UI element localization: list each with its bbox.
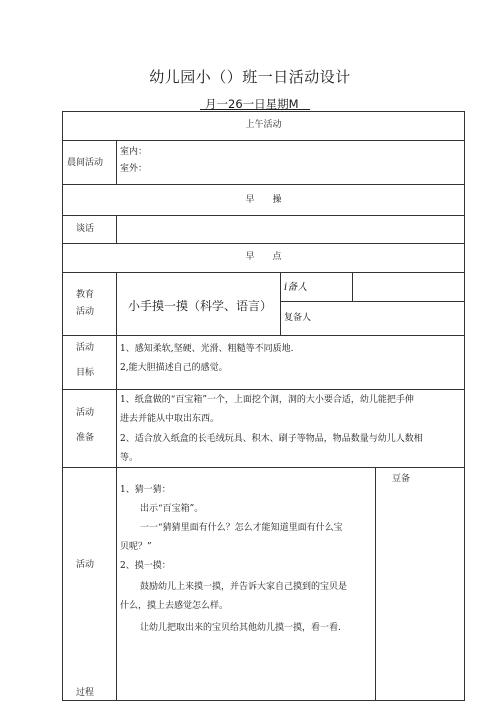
prep-label-1: 活动 [76, 408, 95, 418]
rule [280, 301, 465, 302]
prep-line: 2、适合放入纸盒的长毛绒玩具、积木、刷子等物品，物品数量与幼儿人数相 [120, 434, 423, 444]
process-line: 出示“百宝箱”。 [140, 504, 204, 514]
side-note: 豆备 [392, 474, 411, 484]
rule [116, 215, 117, 243]
rule [62, 184, 465, 185]
preparer-label: i备人 [284, 282, 308, 293]
rule [280, 272, 281, 335]
rule [62, 467, 465, 468]
rule [62, 272, 465, 273]
process-line: 1、猜一猜： [120, 485, 171, 495]
prep-line: 进去并能从中取出东西。 [120, 414, 220, 424]
prep-line: 等。 [120, 453, 139, 463]
activity-title: 小手摸一摸（科学、语言） [128, 299, 273, 313]
zaocao-label: 早 操 [245, 195, 282, 205]
rule [62, 335, 465, 336]
rule [62, 243, 465, 244]
date-underline [200, 109, 310, 110]
goals-label-2: 目标 [76, 368, 95, 378]
rule [62, 700, 465, 701]
page-title: 幼儿园小（）班一日活动设计 [149, 68, 351, 86]
outdoor-label: 室外： [120, 164, 148, 174]
education-label-2: 活动 [76, 307, 95, 317]
process-line: 2、摸一摸： [120, 561, 171, 571]
process-line: 什么，摸上去感觉怎么样。 [120, 601, 229, 611]
process-line: 让幼儿把取出来的宝贝给其他幼儿摸一摸，看一看. [140, 623, 341, 633]
rule [62, 389, 465, 390]
reviewer-label: 复备人 [284, 313, 312, 323]
chenjian-label: 晨间活动 [67, 158, 104, 168]
zaodian-label: 早 点 [245, 252, 282, 262]
education-label-1: 教育 [76, 290, 95, 300]
goal-item: 1、感知柔软,坚硬、光滑、粗糙等不同质地. [120, 344, 294, 354]
goal-item: 2,能大胆描述自己的感觉。 [120, 363, 228, 373]
process-line: 贝呢？” [120, 542, 152, 552]
date-line: 月一26一日星期M [205, 97, 299, 111]
process-line: 一一“猜猜里面有什么？怎么才能知道里面有什么宝 [140, 523, 343, 533]
process-label-2: 过程 [76, 688, 95, 698]
rule [62, 111, 465, 112]
indoor-label: 室内： [120, 147, 148, 157]
rule [62, 140, 465, 141]
rule [116, 272, 117, 701]
tanhua-label: 谈话 [76, 224, 95, 234]
prep-label-2: 准备 [76, 433, 95, 443]
rule [375, 467, 376, 701]
prep-line: 1、纸盒做的“百宝箱”一个，上面挖个洞，洞的大小要合适，幼儿能把手伸 [120, 395, 414, 405]
section-label-morning: 上午活动 [245, 120, 282, 130]
schedule-table [62, 111, 465, 701]
goals-label-1: 活动 [76, 343, 95, 353]
process-line: 鼓励幼儿上来摸一摸，并告诉大家自己摸到的宝贝是 [140, 582, 348, 592]
process-label-1: 活动 [76, 560, 95, 570]
rule [62, 215, 465, 216]
rule [116, 140, 117, 184]
rule [352, 272, 353, 301]
